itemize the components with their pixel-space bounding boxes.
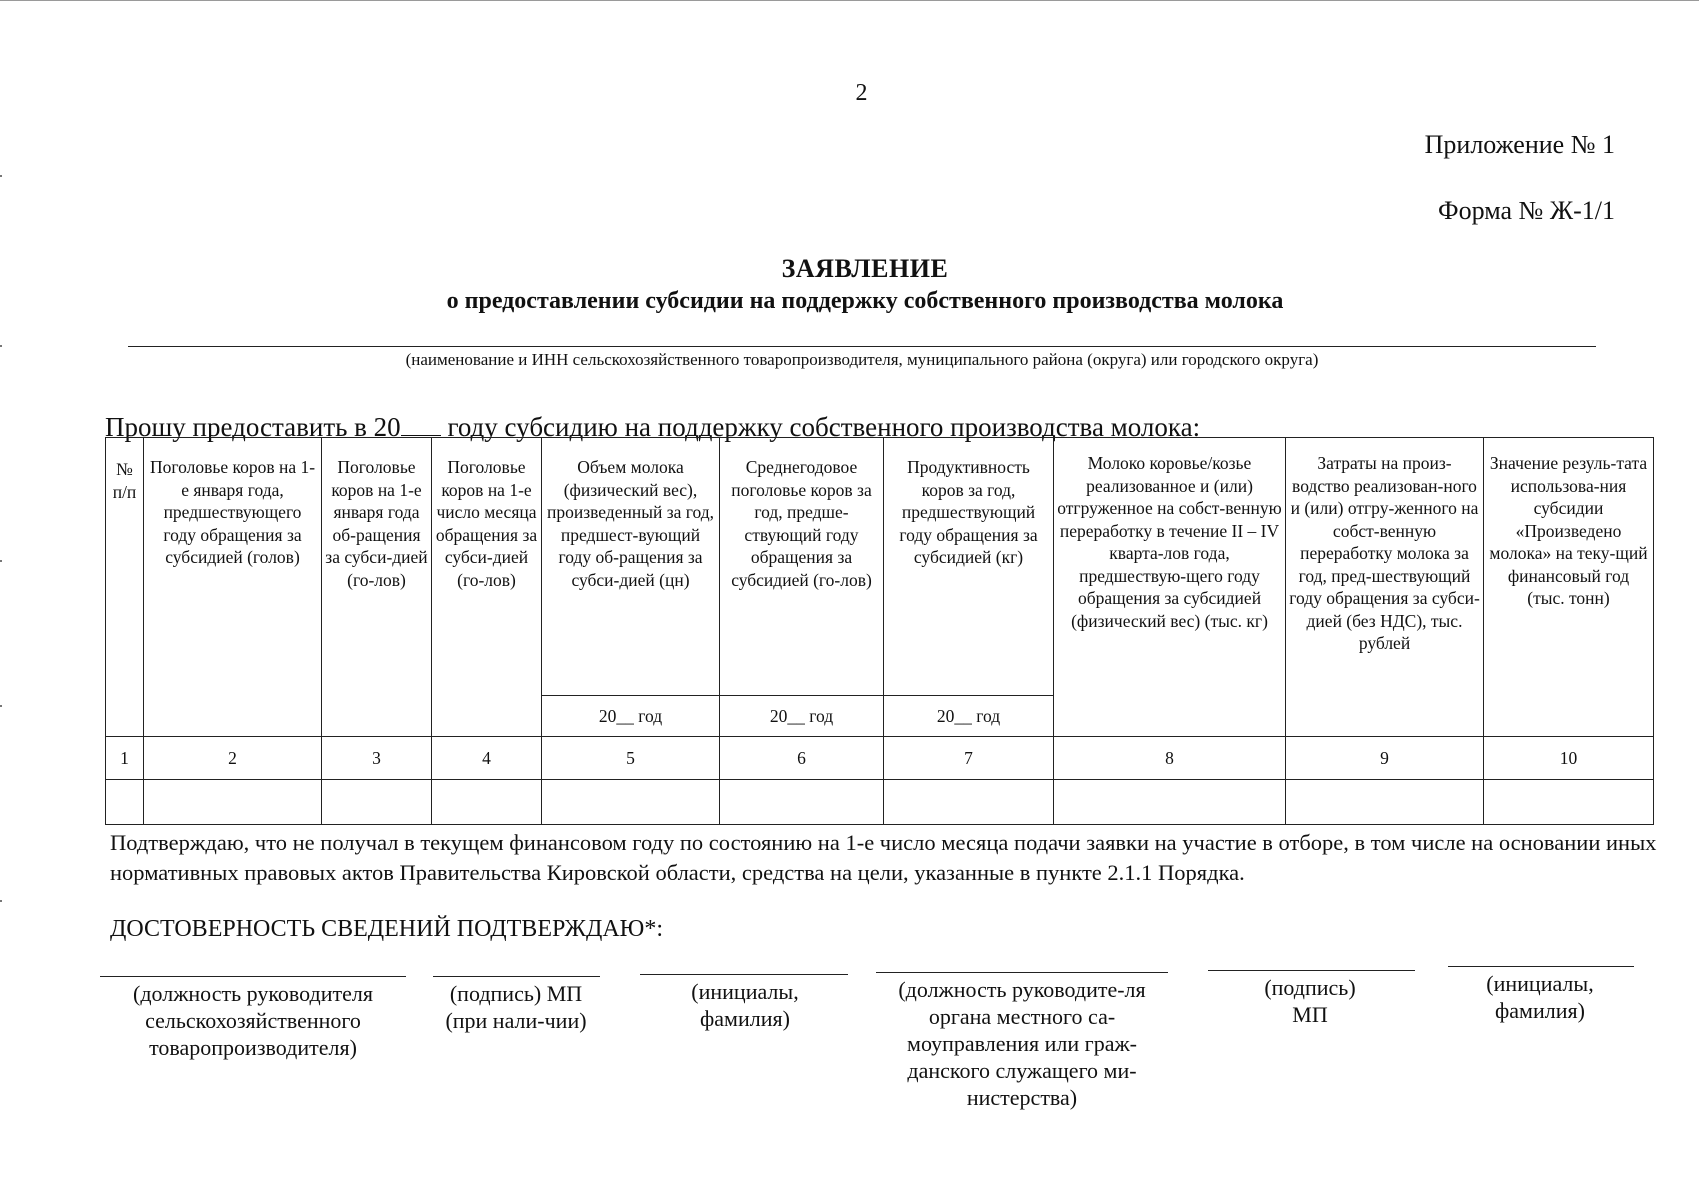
- data-entry-cell[interactable]: [1054, 780, 1286, 825]
- column-number-cell: 3: [322, 737, 432, 780]
- column-number-cell: 1: [106, 737, 144, 780]
- confirmation-paragraph: Подтверждаю, что не получал в текущем финансовом году по состоянию на 1-е число месяца подачи заявки на участие в отборе, в том числе на основании иных нормативных правовых актов Правительства Кировской области, средства на цели, указанные в пункте 2.1.1 Порядка.: [110, 830, 1657, 885]
- applicant-name-field-line[interactable]: [128, 346, 1596, 347]
- official-initials-caption: (инициалы, фамилия): [1486, 971, 1594, 1023]
- column-number-cell: 7: [884, 737, 1054, 780]
- producer-position-caption: (должность руководителя сельскохозяйственного товаропроизводителя): [133, 981, 373, 1060]
- column-number-cell: 6: [720, 737, 884, 780]
- column-number-cell: 10: [1484, 737, 1654, 780]
- scan-edge-mark: [0, 560, 2, 562]
- data-entry-cell[interactable]: [720, 780, 884, 825]
- scan-edge-mark: [0, 900, 2, 902]
- data-entry-cell[interactable]: [106, 780, 144, 825]
- official-position-line[interactable]: [876, 972, 1168, 973]
- header-cell-6: Среднегодовое поголовье коров за год, предше-ствующий году обращения за субсидией (го-лов): [720, 438, 884, 696]
- data-entry-cell[interactable]: [884, 780, 1054, 825]
- column-number-cell: 9: [1286, 737, 1484, 780]
- year-label-cell: 20__ год: [542, 696, 720, 737]
- scan-edge-mark: [0, 705, 2, 707]
- data-entry-cell[interactable]: [144, 780, 322, 825]
- request-text-end: году субсидию на поддержку собственного производства молока:: [440, 412, 1201, 442]
- verification-heading: ДОСТОВЕРНОСТЬ СВЕДЕНИЙ ПОДТВЕРЖДАЮ*:: [110, 916, 664, 942]
- scan-top-edge: [0, 0, 1699, 1]
- data-entry-cell[interactable]: [432, 780, 542, 825]
- column-number-cell: 8: [1054, 737, 1286, 780]
- data-entry-cell[interactable]: [1484, 780, 1654, 825]
- header-cell-8: Молоко коровье/козье реализованное и (или) отгруженное на собст-венную переработку в течение II – IV кварта-лов года, предшествую-щего году обращения за субсидией (физический вес) (тыс. кг): [1054, 438, 1286, 737]
- official-initials-line[interactable]: [1448, 966, 1634, 967]
- data-entry-cell[interactable]: [1286, 780, 1484, 825]
- column-number-cell: 5: [542, 737, 720, 780]
- scan-edge-mark: [0, 345, 2, 347]
- header-cell-1: № п/п: [106, 438, 144, 737]
- data-entry-cell[interactable]: [542, 780, 720, 825]
- header-cell-10: Значение резуль-тата использова-ния субсидии «Произведено молока» на теку-щий финансовый год (тыс. тонн): [1484, 438, 1654, 737]
- form-number: Форма № Ж-1/1: [1438, 196, 1615, 225]
- data-entry-cell[interactable]: [322, 780, 432, 825]
- official-signature-line[interactable]: [1208, 970, 1415, 971]
- header-cell-5: Объем молока (физический вес), произведенный за год, предшест-вующий году об-ращения за субси-дией (цн): [542, 438, 720, 696]
- producer-position-line[interactable]: [100, 976, 406, 977]
- subsidy-data-table: [105, 437, 1654, 825]
- header-cell-7: Продуктивность коров за год, предшествующий году обращения за субсидией (кг): [884, 438, 1054, 696]
- official-position-caption: (должность руководите-ля органа местного са-моуправления или граж-данского служащего ми-нистерства): [898, 977, 1146, 1110]
- document-title: ЗАЯВЛЕНИЕ: [781, 254, 949, 283]
- header-cell-9: Затраты на произ-водство реализован-ного и (или) отгру-женного на собст-венную переработку молока за год, пред-шествующий году обращения за субси-дией (без НДС), тыс. рублей: [1286, 438, 1484, 737]
- header-cell-2: Поголовье коров на 1-е января года, предшествующего году обращения за субсидией (голов): [144, 438, 322, 737]
- column-number-cell: 2: [144, 737, 322, 780]
- year-label-cell: 20__ год: [720, 696, 884, 737]
- applicant-name-caption: (наименование и ИНН сельскохозяйственного товаропроизводителя, муниципального района (округа) или городского округа): [405, 350, 1319, 369]
- year-blank-field[interactable]: [401, 415, 441, 436]
- scan-edge-mark: [0, 175, 2, 177]
- producer-initials-line[interactable]: [640, 974, 848, 975]
- year-label-cell: 20__ год: [884, 696, 1054, 737]
- header-cell-3: Поголовье коров на 1-е января года об-ращения за субси-дией (го-лов): [322, 438, 432, 737]
- producer-signature-caption: (подпись) МП (при нали-чии): [445, 981, 587, 1033]
- producer-initials-caption: (инициалы, фамилия): [691, 979, 799, 1031]
- producer-signature-line[interactable]: [433, 976, 600, 977]
- request-text-start: Прошу предоставить в 20: [105, 412, 401, 442]
- annex-label: Приложение № 1: [1424, 130, 1615, 159]
- page-number: 2: [855, 80, 868, 106]
- official-signature-caption: (подпись) МП: [1264, 975, 1356, 1027]
- column-number-cell: 4: [432, 737, 542, 780]
- document-subtitle: о предоставлении субсидии на поддержку собственного производства молока: [446, 288, 1284, 314]
- header-cell-4: Поголовье коров на 1-е число месяца обращения за субси-дией (го-лов): [432, 438, 542, 737]
